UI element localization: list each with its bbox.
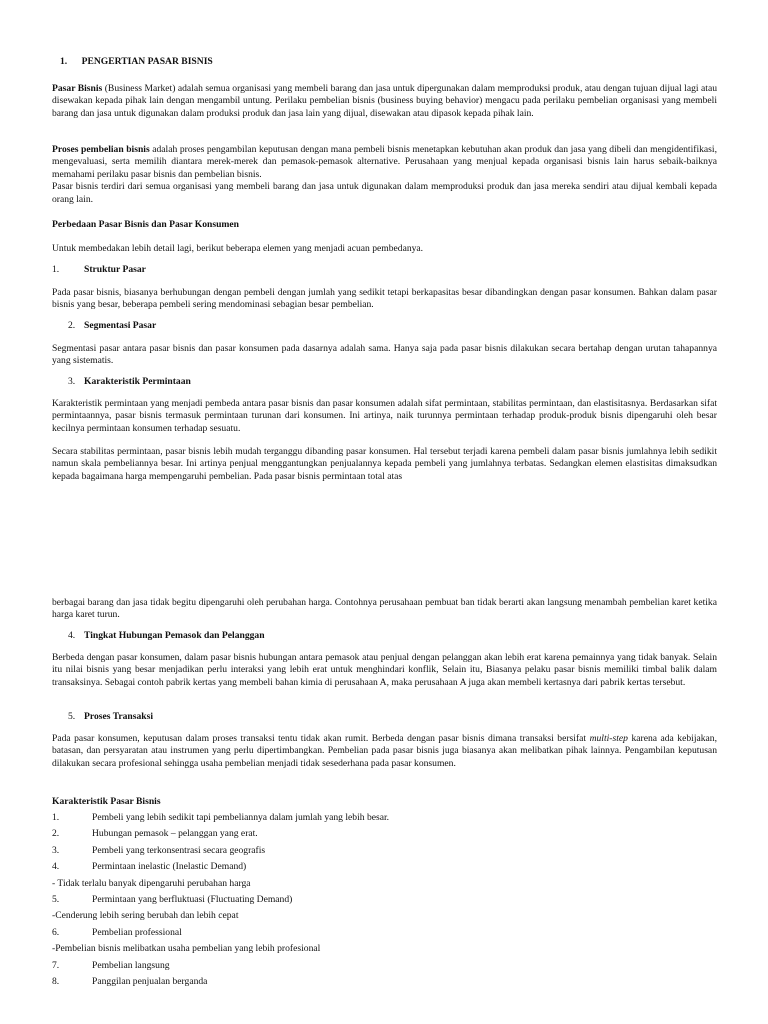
section-paragraph-3a	[52, 398, 717, 435]
list-text: Pembeli yang lebih sedikit tapi pembeliannya dalam jumlah yang lebih besar.	[92, 812, 390, 823]
section-heading-3	[52, 376, 717, 388]
list-text: Pembelian langsung	[92, 959, 170, 971]
list-text: Panggilan penjualan berganda	[92, 975, 208, 987]
emphasis-multi-step: multi-step	[589, 733, 628, 744]
section-paragraph-5	[52, 733, 717, 770]
intro-perbedaan: Untuk membedakan lebih detail lagi, berikut beberapa elemen yang menjadi acuan pembedanya.	[52, 243, 424, 254]
paragraph-text: karena ada kebijakan, batasan, dan persyaratan atau instrumen yang perlu dipertimbangkan. Pembelian pada pasar bisnis juga biasanya akan melibatkan pihak lainnya. Pengambilan keputusan dilakukan secara profesional sehingga usaha pembelian menjadi tidak sesederhana pada pasar konsumen.	[52, 733, 717, 769]
list-item	[52, 927, 717, 943]
section-title: Proses Transaksi	[84, 711, 154, 722]
section-paragraph-2	[52, 343, 717, 368]
list-item	[52, 812, 717, 828]
section-heading-2	[52, 320, 717, 332]
section-number: 5.	[68, 711, 76, 722]
section-title: Struktur Pasar	[84, 264, 146, 275]
list-item	[52, 960, 717, 976]
term-pasar-bisnis: Pasar Bisnis	[52, 83, 103, 94]
list-text: Pembeli yang terkonsentrasi secara geografis	[92, 844, 266, 856]
section-title: Segmentasi Pasar	[84, 320, 157, 331]
paragraph-text: adalah proses pengambilan keputusan dengan mana pembeli bisnis menetapkan kebutuhan akan produk dan jasa yang dibeli dan mengidentifikasi, mengevaluasi, serta memilih diantara merek-merek dan pemasok-pemasok alternative. Perusahaan yang menjual kepada organisasi bisnis lain harus sebaik-baiknya memahami perilaku pasar bisnis dan pembelian bisnis.	[52, 144, 717, 180]
paragraph-text: Pada pasar konsumen, keputusan dalam proses transaksi tentu tidak akan rumit. Berbeda dengan pasar bisnis dimana transaksi bersifat	[52, 733, 590, 744]
paragraph-text: Berbeda dengan pasar konsumen, dalam pasar bisnis hubungan antara pemasok atau penjual dengan pelanggan akan lebih erat karena pemainnya yang tidak banyak. Selain itu nilai bisnis yang besar menjadikan perlu interaksi yang lebih erat untuk menghindari konflik, Selain itu, Biasanya pelaku pasar bisnis memiliki timbal balik dalam transaksinya. Sebagai contoh pabrik kertas yang membeli bahan kimia di perusahaan A, maka perusahaan A juga akan membeli kertasnya dari pabrik kertas tersebut.	[52, 652, 717, 688]
paragraph-text: Secara stabilitas permintaan, pasar bisnis lebih mudah terganggu dibanding pasar konsumen. Hal tersebut terjadi karena pembeli dalam pasar bisnis jumlahnya lebih sedikit namun skala pembeliannya besar. Ini artinya penjual menggantungkan penjualannya kepada pembeli yang jumlahnya terbatas. Sedangkan elemen elastisitas dimaksudkan kepada bagaimana harga mempengaruhi pembelian. Pada pasar bisnis permintaan total atas	[52, 446, 717, 482]
list-number: 2.	[52, 828, 60, 840]
section-heading-4	[52, 630, 717, 642]
list-text: Hubungan pemasok – pelanggan yang erat.	[92, 828, 258, 840]
paragraph-proses-pembelian	[52, 144, 717, 206]
list-item	[52, 845, 717, 861]
list-item	[52, 828, 717, 844]
list-item	[52, 861, 717, 877]
section-paragraph-4	[52, 652, 717, 689]
paragraph-text: berbagai barang dan jasa tidak begitu dipengaruhi oleh perubahan harga. Contohnya perusahaan pembuat ban tidak berarti akan langsung menambah pembelian karet ketika harga karet turun.	[52, 597, 717, 621]
main-heading	[52, 56, 717, 68]
term-proses-pembelian: Proses pembelian bisnis	[52, 144, 150, 155]
list-number: 6.	[52, 926, 60, 938]
list-subitem: -Cenderung lebih sering berubah dan lebih cepat	[52, 910, 239, 922]
paragraph-text: Segmentasi pasar antara pasar bisnis dan pasar konsumen pada dasarnya adalah sama. Hanya saja pada pasar bisnis dilakukan secara bertahap dengan urutan tahapannya yang sistematis.	[52, 343, 717, 367]
paragraph-text: Karakteristik permintaan yang menjadi pembeda antara pasar bisnis dan pasar konsumen adalah sifat permintaan, stabilitas permintaan, dan elastisitasnya. Berdasarkan sifat permintaannya, pasar bisnis termasuk permintaan turunan dari konsumen. Ini artinya, naik turunnya permintaan terhadap produk-produk bisnis dipengaruhi oleh besar kecilnya permintaan konsumen terhadap sesuatu.	[52, 398, 717, 434]
section-heading-5	[52, 711, 717, 723]
section-title: Tingkat Hubungan Pemasok dan Pelanggan	[84, 630, 265, 641]
list-subitem: -Pembelian bisnis melibatkan usaha pembelian yang lebih profesional	[52, 943, 321, 955]
list-item	[52, 976, 717, 992]
section-paragraph-3-continued	[52, 597, 717, 622]
list-subitem: - Tidak terlalu banyak dipengaruhi perubahan harga	[52, 877, 251, 889]
paragraph-text-2: Pasar bisnis terdiri dari semua organisasi yang membeli barang dan jasa untuk digunakan dalam memproduksi produk dan jasa mereka sendiri atau dijual kembali kepada orang lain.	[52, 181, 717, 205]
section-number: 1.	[52, 264, 60, 275]
list-item	[52, 894, 717, 910]
list-number: 1.	[52, 812, 60, 823]
list-number: 4.	[52, 861, 60, 873]
paragraph-pasar-bisnis	[52, 83, 717, 120]
main-heading-title: PENGERTIAN PASAR BISNIS	[81, 56, 213, 67]
section-paragraph-1	[52, 287, 717, 312]
list-text: Pembelian professional	[92, 926, 182, 938]
section-paragraph-3b	[52, 446, 717, 483]
heading-perbedaan: Perbedaan Pasar Bisnis dan Pasar Konsumen	[52, 219, 240, 230]
heading-karakteristik: Karakteristik Pasar Bisnis	[52, 796, 161, 807]
section-number: 3.	[68, 376, 76, 387]
list-text: Permintaan yang berfluktuasi (Fluctuating Demand)	[92, 893, 293, 905]
list-number: 7.	[52, 959, 60, 971]
paragraph-text: Pada pasar bisnis, biasanya berhubungan dengan pembeli dengan jumlah yang sedikit tetapi berkapasitas besar dibandingkan dengan pasar konsumen. Bahkan dalam pasar bisnis yang besar, beberapa pembeli sering mendominasi sebagian besar pembelian.	[52, 287, 717, 311]
list-number: 8.	[52, 975, 60, 987]
section-number: 2.	[68, 320, 76, 331]
list-number: 5.	[52, 893, 60, 905]
list-text: Permintaan inelastic (Inelastic Demand)	[92, 861, 247, 873]
section-number: 4.	[68, 630, 76, 641]
main-heading-number: 1.	[60, 56, 68, 67]
list-number: 3.	[52, 844, 60, 856]
section-heading-1	[52, 264, 717, 276]
karakteristik-list	[52, 812, 717, 992]
paragraph-text: (Business Market) adalah semua organisasi yang membeli barang dan jasa untuk dipergunakan dalam memproduksi produk, atau dengan tujuan dijual lagi atau disewakan kepada pihak lain dengan mengambil untung. Perilaku pembelian bisnis (business buying behavior) mengacu pada perilaku pembelian organisasi yang membeli barang dan jasa untuk digunakan dalam produksi produk dan jasa lain yang dijual, disewakan atau dipasok kepada pihak lain.	[52, 83, 717, 119]
section-title: Karakteristik Permintaan	[84, 376, 191, 387]
